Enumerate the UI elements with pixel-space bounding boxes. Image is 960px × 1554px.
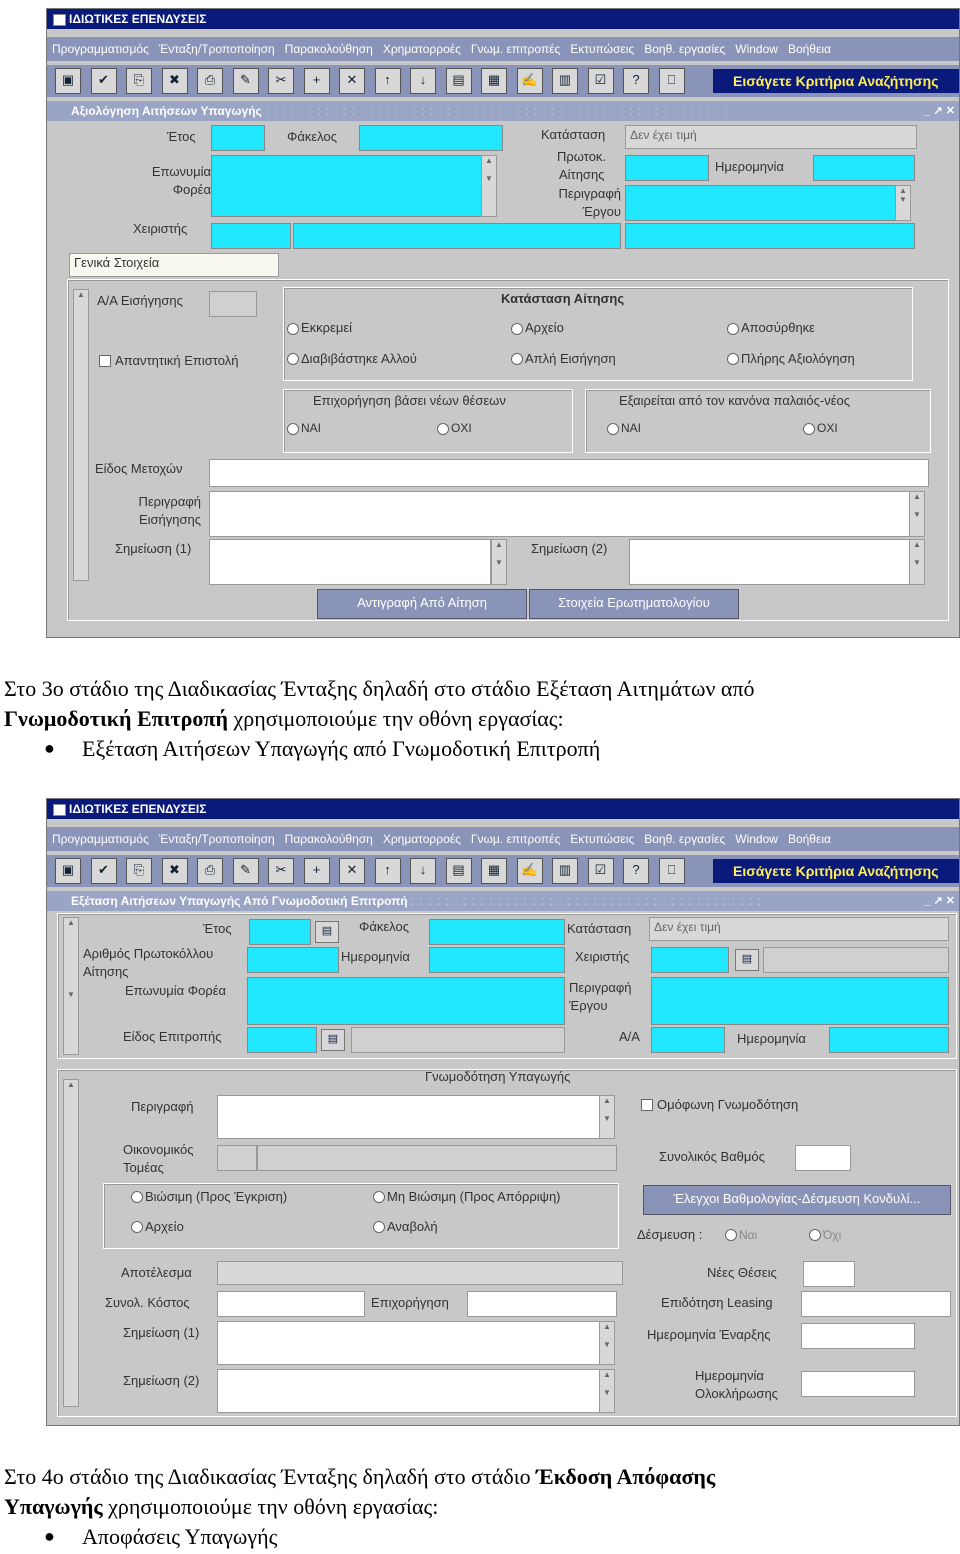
menu-item[interactable]: Window — [735, 832, 778, 846]
status-label: Αρχείο — [525, 320, 564, 335]
desmeusi-label: Δέσμευση : — [637, 1227, 703, 1242]
menu-item[interactable]: Ένταξη/Τροποποίηση — [158, 832, 275, 846]
apantitiki-checkbox[interactable] — [99, 355, 111, 367]
simeiosi1-label: Σημείωση (1) — [115, 541, 192, 556]
bold-text: Γνωμοδοτική Επιτροπή — [4, 706, 228, 731]
toolbar-button-icon[interactable]: ▦ — [481, 858, 507, 884]
eponymia-label: Επωνυμία Φορέα — [151, 164, 211, 197]
imerominia-oloklirosis-input[interactable] — [801, 1371, 915, 1397]
toolbar-button-icon[interactable]: ▣ — [55, 858, 81, 884]
toolbar-button-icon[interactable]: ⎕ — [659, 858, 685, 884]
simeiosi1-scrollbar[interactable]: ▲ ▼ — [491, 539, 507, 585]
eidos-epitropis-input[interactable] — [247, 1027, 317, 1053]
aa-eisigisis-input[interactable] — [209, 291, 257, 317]
etos-input[interactable] — [249, 919, 311, 945]
form-title-bar: Αξιολόγηση Αιτήσεων Υπαγωγής : : : : : : : : : : : : : : : : : : : : : : : : : : : : : : : : : : : : : : : : : : : : : : : : : : : : : : _ ↗ ✕ — [47, 101, 959, 121]
simeiosi2-scrollbar[interactable]: ▲ ▼ — [909, 539, 925, 585]
option-label: Βιώσιμη (Προς Έγκριση) — [145, 1189, 288, 1204]
bold-text: Έκδοση Απόφασης — [536, 1464, 716, 1489]
simeiosi2-label: Σημείωση (2) — [123, 1373, 200, 1388]
toolbar-button-icon[interactable]: ⎕ — [659, 68, 685, 94]
toolbar — [47, 855, 959, 887]
simeiosi1-input[interactable] — [217, 1321, 601, 1365]
epix-nai-label: ΝΑΙ — [301, 421, 322, 435]
status-label: Απλή Εισήγηση — [525, 351, 616, 366]
simeiosi2-input[interactable] — [217, 1369, 601, 1413]
simeiosi2-scrollbar[interactable]: ▲ ▼ — [599, 1369, 615, 1413]
etos-lov-icon[interactable]: ▤ — [315, 921, 339, 943]
header-scrollbar[interactable]: ▲ ▼ — [63, 917, 79, 1055]
fakelos-input[interactable] — [359, 125, 503, 151]
katastasi-select[interactable] — [649, 917, 949, 941]
eidos-metoxon-input[interactable] — [209, 459, 929, 487]
desmeusi-oxi-radio[interactable] — [809, 1229, 821, 1241]
text: Στο 4ο στάδιο της Διαδικασίας Ένταξης δηλαδή στο στάδιο — [4, 1464, 537, 1489]
status-radio[interactable] — [511, 353, 523, 365]
status-label: Αποσύρθηκε — [741, 320, 815, 335]
toolbar-button-icon[interactable]: + — [304, 858, 330, 884]
exair-nai-label: ΝΑΙ — [621, 421, 642, 435]
toolbar-button-icon[interactable]: ✍ — [517, 68, 543, 94]
eidos-metoxon-label: Είδος Μετοχών — [95, 461, 183, 476]
menu-item[interactable]: Χρηματορροές — [382, 832, 461, 846]
menu-item[interactable]: Προγραμματισμός — [52, 832, 149, 846]
toolbar-button-icon[interactable]: ✔ — [91, 68, 117, 94]
window-controls-icon[interactable]: _ ↗ ✕ — [924, 105, 955, 117]
panel-scrollbar[interactable]: ▲ — [73, 289, 89, 581]
fakelos-label: Φάκελος — [287, 129, 337, 144]
hint-text: Εισάγετε Κριτήρια Αναζήτησης — [733, 73, 939, 89]
imerominia-enarxis-input[interactable] — [801, 1323, 915, 1349]
perigrafi-eisigisis-input[interactable] — [209, 491, 913, 537]
toolbar-button-icon[interactable]: ✖ — [162, 68, 188, 94]
status-radio[interactable] — [287, 323, 299, 335]
eidos-epitropis-name-input[interactable] — [351, 1027, 565, 1053]
gnomodotisi-title: Γνωμοδότηση Υπαγωγής — [425, 1069, 571, 1084]
toolbar-button-icon[interactable]: ⎙ — [197, 68, 223, 94]
menu-item[interactable]: Γνωμ. επιτροπές — [470, 832, 561, 846]
menu-item[interactable]: Χρηματορροές — [382, 42, 461, 56]
toolbar-button-icon[interactable]: ▤ — [446, 68, 472, 94]
status-label: Διαβιβάστηκε Αλλού — [301, 351, 417, 366]
fakelos-label: Φάκελος — [359, 919, 409, 934]
menu-item[interactable]: Προγραμματισμός — [52, 42, 149, 56]
apotelesma-select[interactable] — [217, 1261, 623, 1285]
bold-text: Υπαγωγής — [4, 1494, 103, 1519]
toolbar-button-icon[interactable]: ✎ — [233, 858, 259, 884]
protok-input[interactable] — [625, 155, 709, 181]
eponymia-scrollbar[interactable]: ▲ ▼ — [481, 155, 497, 217]
toolbar-button-icon[interactable]: ? — [623, 68, 649, 94]
synol-kostos-input[interactable] — [217, 1291, 365, 1317]
app-title: ΙΔΙΩΤΙΚΕΣ ΕΠΕΝΔΥΣΕΙΣ — [69, 12, 207, 26]
perigrafi-input[interactable] — [217, 1095, 601, 1139]
toolbar-button-icon[interactable]: ▤ — [446, 858, 472, 884]
search-criteria-hint — [713, 69, 959, 93]
katastasi-label: Κατάσταση — [567, 921, 632, 936]
option-radio[interactable] — [131, 1191, 143, 1203]
exair-oxi-label: ΟΧΙ — [817, 421, 838, 435]
aa-eisigisis-label: Α/Α Εισήγησης — [97, 293, 183, 308]
katastasi-aitisis-title: Κατάσταση Αίτησης — [501, 291, 625, 306]
epixorigisi-input[interactable] — [467, 1291, 617, 1317]
toolbar-button-icon[interactable]: ✎ — [233, 68, 259, 94]
status-label: Πλήρης Αξιολόγηση — [741, 351, 855, 366]
menu-item[interactable]: Βοηθ. εργασίες — [644, 832, 726, 846]
paragraph-line — [4, 1462, 715, 1492]
toolbar-button-icon[interactable]: ⎘ — [126, 68, 152, 94]
menu-bar — [47, 827, 959, 851]
menu-item[interactable]: Γνωμ. επιτροπές — [470, 42, 561, 56]
toolbar-button-icon[interactable]: ✖ — [162, 858, 188, 884]
menu-bar — [47, 37, 959, 61]
paragraph-line: Στο 3ο στάδιο της Διαδικασίας Ένταξης δηλαδή στο στάδιο Εξέταση Αιτημάτων από — [4, 676, 755, 701]
text: χρησιμοποιούμε την οθόνη εργασίας: — [102, 1494, 439, 1519]
toolbar-button-icon[interactable]: + — [304, 68, 330, 94]
epixorigisi-label: Επιχορήγηση — [371, 1295, 449, 1310]
synolikos-input[interactable] — [795, 1145, 851, 1171]
toolbar-button-icon[interactable]: ☑ — [588, 68, 614, 94]
menu-item[interactable]: Εκτυπώσεις — [570, 42, 635, 56]
option-radio[interactable] — [373, 1191, 385, 1203]
perigrafi-ergou-label: Περιγραφή Έργου — [558, 186, 621, 219]
etos-label: Έτος — [167, 129, 196, 144]
eponymia-label: Επωνυμία Φορέα — [125, 983, 227, 998]
eponymia-input[interactable] — [211, 155, 485, 217]
toolbar-button-icon[interactable]: ✂ — [268, 68, 294, 94]
simeiosi1-input[interactable] — [209, 539, 491, 585]
form-title: Εξέταση Αιτήσεων Υπαγωγής Από Γνωμοδοτική Επιτροπή — [71, 894, 408, 908]
menu-item[interactable]: Εκτυπώσεις — [570, 832, 635, 846]
imerominia2-label: Ημερομηνία — [737, 1031, 806, 1046]
toolbar-button-icon[interactable]: ▣ — [55, 68, 81, 94]
option-label: Αναβολή — [387, 1219, 438, 1234]
exairitai-title: Εξαιρείται από τον κανόνα παλαιός-νέος — [619, 393, 851, 408]
aa-input[interactable] — [651, 1027, 725, 1053]
epidotisi-leasing-input[interactable] — [801, 1291, 951, 1317]
perigrafi-ergou-scrollbar[interactable]: ▲ ▼ — [895, 185, 911, 221]
form-title-bar: Εξέταση Αιτήσεων Υπαγωγής Από Γνωμοδοτική Επιτροπή : : : : : : : : : : : : : : : : : : : : : : : : : : : : : : : : : : : : : : : : : _ ↗ ✕ — [47, 891, 959, 911]
simeiosi2-input[interactable] — [629, 539, 911, 585]
toolbar-button-icon[interactable]: ↑ — [375, 68, 401, 94]
toolbar-button-icon[interactable]: ✕ — [339, 858, 365, 884]
option-label: Αρχείο — [145, 1219, 184, 1234]
menu-item[interactable]: Βοηθ. εργασίες — [644, 42, 726, 56]
imerominia-enarxis-label: Ημερομηνία Έναρξης — [647, 1327, 771, 1342]
nees-theseis-label: Νέες Θέσεις — [707, 1265, 777, 1280]
option-radio[interactable] — [131, 1221, 143, 1233]
bullet-text: Εξέταση Αιτήσεων Υπαγωγής από Γνωμοδοτική Επιτροπή — [82, 736, 601, 761]
epix-nai-radio[interactable] — [287, 423, 299, 435]
toolbar-button-icon[interactable]: ↑ — [375, 858, 401, 884]
katastasi-select[interactable] — [625, 125, 917, 149]
status-label: Εκκρεμεί — [301, 320, 353, 335]
desmeusi-nai-radio[interactable] — [725, 1229, 737, 1241]
menu-item[interactable]: Βοήθεια — [787, 832, 831, 846]
app-title: ΙΔΙΩΤΙΚΕΣ ΕΠΕΝΔΥΣΕΙΣ — [69, 802, 207, 816]
perigrafi-ergou-label: Περιγραφή Έργου — [569, 980, 632, 1013]
katastasi-value: Δεν έχει τιμή — [654, 920, 721, 934]
toolbar-button-icon[interactable]: ↓ — [410, 68, 436, 94]
perigrafi-ergou-input[interactable] — [625, 185, 897, 221]
omofoni-checkbox[interactable] — [641, 1099, 653, 1111]
bullet-item — [4, 734, 755, 764]
form-title: Αξιολόγηση Αιτήσεων Υπαγωγής — [71, 104, 262, 118]
window-controls-icon[interactable]: _ ↗ ✕ — [924, 895, 955, 907]
xeiristis-lov-icon[interactable]: ▤ — [735, 949, 759, 971]
app-title-bar — [47, 799, 959, 819]
toolbar-button-icon[interactable]: ✔ — [91, 858, 117, 884]
toolbar-button-icon[interactable]: ↓ — [410, 858, 436, 884]
katastasi-value: Δεν έχει τιμή — [630, 128, 697, 142]
bullet-text: Αποφάσεις Υπαγωγής — [82, 1524, 278, 1549]
genika-stoixeia-select[interactable] — [69, 253, 279, 277]
fakelos-input[interactable] — [429, 919, 565, 945]
menu-item[interactable]: Παρακολούθηση — [284, 832, 373, 846]
status-radio[interactable] — [727, 353, 739, 365]
xeiristis-name-input[interactable] — [763, 947, 949, 973]
xeiristis-label: Χειριστής — [133, 221, 188, 236]
imerominia-label: Ημερομηνία — [715, 159, 784, 174]
simeiosi1-scrollbar[interactable]: ▲ ▼ — [599, 1321, 615, 1365]
exair-oxi-radio[interactable] — [803, 423, 815, 435]
menu-item[interactable]: Ένταξη/Τροποποίηση — [158, 42, 275, 56]
nees-theseis-input[interactable] — [803, 1261, 855, 1287]
toolbar-button-icon[interactable]: ✕ — [339, 68, 365, 94]
epixorigisi-title: Επιχορήγηση βάσει νέων θέσεων — [313, 393, 506, 408]
toolbar-button-icon[interactable]: ☑ — [588, 858, 614, 884]
stoixeia-erotimatologiou-button[interactable]: Στοιχεία Ερωτηματολογίου — [529, 589, 739, 619]
perigrafi-eisigisis-label: Περιγραφή Εισήγησης — [138, 494, 201, 527]
elegxoi-button[interactable]: Έλεγχοι Βαθμολογίας-Δέσμευση Κονδυλί... — [643, 1185, 951, 1215]
eidos-epitropis-lov-icon[interactable]: ▤ — [321, 1029, 345, 1051]
perigrafi-ergou-input[interactable] — [651, 977, 949, 1025]
menu-item[interactable]: Παρακολούθηση — [284, 42, 373, 56]
simeiosi2-label: Σημείωση (2) — [531, 541, 608, 556]
desmeusi-nai-label: Ναι — [739, 1228, 758, 1242]
aa-label: Α/Α — [619, 1029, 640, 1044]
bullet-dot-icon: ● — [44, 738, 55, 758]
imerominia2-input[interactable] — [829, 1027, 949, 1053]
paragraph-stage-3 — [4, 674, 755, 764]
perigrafi-label: Περιγραφή — [131, 1099, 194, 1114]
bullet-item — [4, 1522, 715, 1552]
paragraph-line — [4, 704, 755, 734]
oikonomikos-label: Οικονομικός Τομέας — [123, 1142, 194, 1175]
imerominia-oloklirosis-label: Ημερομηνία Ολοκλήρωσης — [695, 1368, 778, 1401]
paragraph-stage-4 — [4, 1462, 715, 1552]
status-radio[interactable] — [727, 323, 739, 335]
toolbar-button-icon[interactable]: ✍ — [517, 858, 543, 884]
menu-item[interactable]: Window — [735, 42, 778, 56]
epix-oxi-radio[interactable] — [437, 423, 449, 435]
hint-text: Εισάγετε Κριτήρια Αναζήτησης — [733, 863, 939, 879]
synolikos-label: Συνολικός Βαθμός — [659, 1149, 765, 1164]
perigrafi-scrollbar[interactable]: ▲ ▼ — [599, 1095, 615, 1139]
perigrafi-eisigisis-scrollbar[interactable]: ▲ ▼ — [909, 491, 925, 537]
simeiosi1-label: Σημείωση (1) — [123, 1325, 200, 1340]
search-criteria-hint — [713, 859, 959, 883]
xeiristis-code-input[interactable] — [211, 223, 291, 249]
etos-label: Έτος — [203, 921, 232, 936]
screenshot-form-1 — [46, 8, 960, 638]
toolbar-button-icon[interactable]: ▥ — [552, 858, 578, 884]
eponymia-input[interactable] — [247, 977, 565, 1025]
menu-item[interactable]: Βοήθεια — [787, 42, 831, 56]
protok-label-2: Αίτησης — [559, 167, 605, 182]
antigrafi-button[interactable]: Αντιγραφή Από Αίτηση — [317, 589, 527, 619]
status-radio[interactable] — [287, 353, 299, 365]
gnomodotisi-scrollbar[interactable]: ▲ — [63, 1079, 79, 1407]
app-title-bar — [47, 9, 959, 29]
screenshot-form-2 — [46, 798, 960, 1426]
katastasi-label: Κατάσταση — [541, 127, 606, 142]
oikonomikos-name-input[interactable] — [257, 1145, 617, 1171]
omofoni-label: Ομόφωνη Γνωμοδότηση — [657, 1097, 799, 1112]
apantitiki-label: Απαντητική Επιστολή — [115, 353, 239, 368]
apotelesma-label: Αποτέλεσμα — [121, 1265, 192, 1280]
epix-oxi-label: ΟΧΙ — [451, 421, 472, 435]
toolbar-button-icon[interactable]: ▥ — [552, 68, 578, 94]
imerominia-input[interactable] — [813, 155, 915, 181]
status-radio[interactable] — [511, 323, 523, 335]
toolbar — [47, 65, 959, 97]
xeiristis-input[interactable] — [651, 947, 729, 973]
imerominia-label: Ημερομηνία — [341, 949, 410, 964]
text: χρησιμοποιούμε την οθόνη εργασίας: — [227, 706, 564, 731]
xeiristis-label: Χειριστής — [575, 949, 630, 964]
imerominia-input[interactable] — [429, 947, 565, 973]
protok-label-1: Πρωτοκ. — [557, 149, 607, 164]
epidotisi-leasing-label: Επιδότηση Leasing — [661, 1295, 773, 1310]
toolbar-button-icon[interactable]: ▦ — [481, 68, 507, 94]
paragraph-line — [4, 1492, 715, 1522]
eidos-epitropis-label: Είδος Επιτροπής — [123, 1029, 222, 1044]
oikonomikos-code-input[interactable] — [217, 1145, 257, 1171]
xeiristis-name-input[interactable] — [293, 223, 621, 249]
toolbar-button-icon[interactable]: ⎙ — [197, 858, 223, 884]
synol-kostos-label: Συνολ. Κόστος — [105, 1295, 190, 1310]
etos-input[interactable] — [211, 125, 265, 151]
option-radio[interactable] — [373, 1221, 385, 1233]
exair-nai-radio[interactable] — [607, 423, 619, 435]
extra-input[interactable] — [625, 223, 915, 249]
toolbar-button-icon[interactable]: ⎘ — [126, 858, 152, 884]
genika-value: Γενικά Στοιχεία — [74, 255, 160, 270]
desmeusi-oxi-label: Όχι — [823, 1228, 842, 1242]
toolbar-button-icon[interactable]: ? — [623, 858, 649, 884]
bullet-dot-icon: ● — [44, 1526, 55, 1546]
toolbar-button-icon[interactable]: ✂ — [268, 858, 294, 884]
arithmos-protokollou-input[interactable] — [247, 947, 339, 973]
option-label: Μη Βιώσιμη (Προς Απόρριψη) — [387, 1189, 561, 1204]
arithmos-protokollou-label: Αριθμός Πρωτοκόλλου Αίτησης — [83, 946, 214, 979]
